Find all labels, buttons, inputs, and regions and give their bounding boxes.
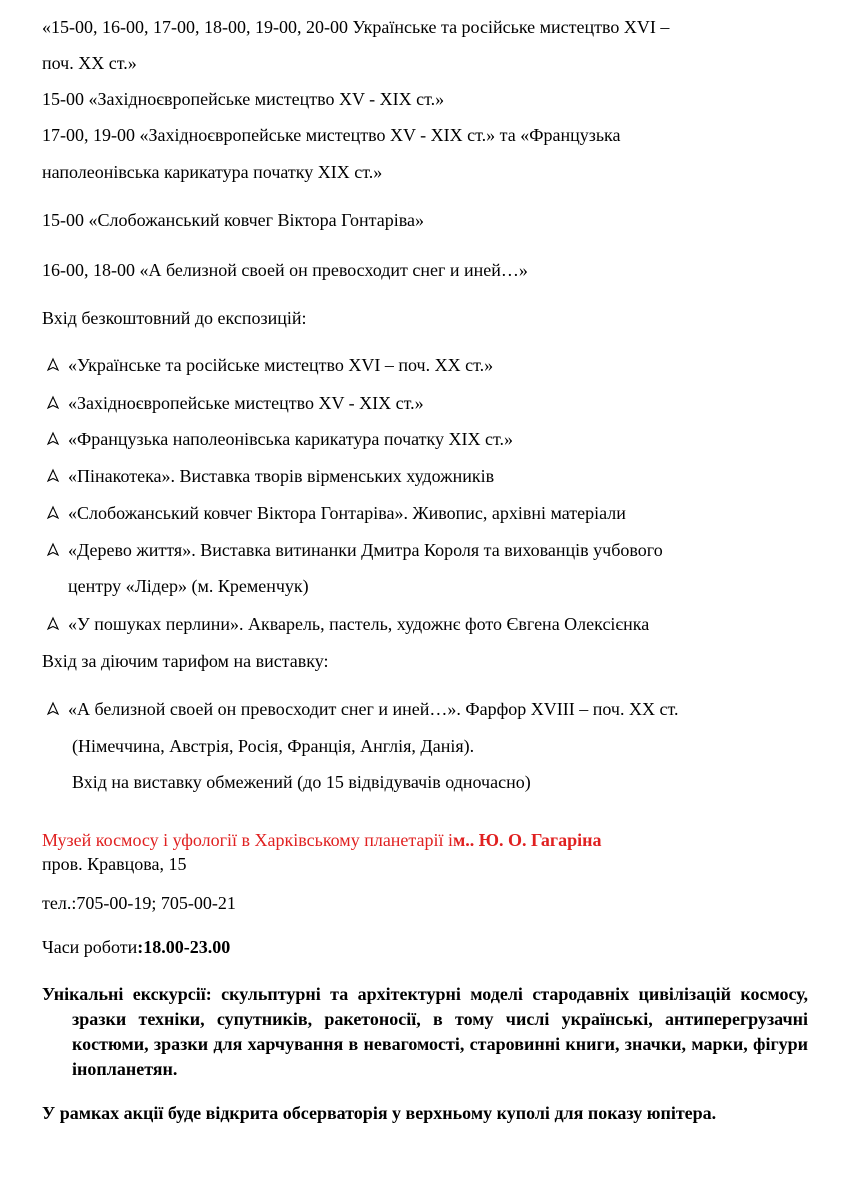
list-item-continuation: (Німеччина, Австрія, Росія, Франція, Англія, Данія). [72,736,475,756]
plane-bullet-icon [46,614,60,634]
list-item: «Західноєвропейське мистецтво XV - XIX ст.» [68,393,424,413]
museum-phone: тел.:705-00-19; 705-00-21 [42,893,236,913]
hours-value: :18.00-23.00 [137,937,231,957]
list-item: «Українське та російське мистецтво XVI – поч. XX ст.» [68,355,494,375]
schedule-line: 15-00 «Слобожанський ковчег Віктора Гонтаріва» [42,210,424,230]
plane-bullet-icon [46,355,60,375]
free-entry-heading: Вхід безкоштовний до експозицій: [42,308,307,328]
hours-label: Часи роботи [42,937,138,957]
museum-title [42,830,601,850]
list-item: «Дерево життя». Виставка витинанки Дмитра Короля та вихованців учбового [68,540,663,560]
plane-bullet-icon [46,466,60,486]
museum-title-bold: м.. Ю. О. Гагаріна [453,830,602,850]
schedule-line: 16-00, 18-00 «А белизной своей он превосходит снег и иней…» [42,260,528,280]
list-item: «Пінакотека». Виставка творів вірменських художників [68,466,495,486]
schedule-line: наполеонівська карикатура початку XIX ст.» [42,162,383,182]
plane-bullet-icon [46,503,60,523]
list-item-continuation: центру «Лідер» (м. Кременчук) [68,576,309,596]
museum-title-regular: Музей космосу і уфології в Харківському планетарії і [42,830,454,850]
plane-bullet-icon [46,429,60,449]
paid-entry-heading: Вхід за діючим тарифом на виставку: [42,651,329,671]
list-item: «Слобожанський ковчег Віктора Гонтаріва». Живопис, архівні матеріали [68,503,626,523]
schedule-line: «15-00, 16-00, 17-00, 18-00, 19-00, 20-00 Українське та російське мистецтво XVI – [42,17,670,37]
observatory-paragraph: У рамках акції буде відкрита обсерваторія у верхньому куполі для показу юпітера. [42,1103,717,1123]
schedule-line: 17-00, 19-00 «Західноєвропейське мистецтво XV - XIX ст.» та «Французька [42,125,621,145]
list-item: «А белизной своей он превосходит снег и иней…». Фарфор XVIII – поч. XX ст. [68,699,679,719]
museum-hours [42,937,230,957]
list-item-continuation: Вхід на виставку обмежений (до 15 відвідувачів одночасно) [72,772,531,792]
schedule-line: 15-00 «Західноєвропейське мистецтво XV - XIX ст.» [42,89,445,109]
list-item: «У пошуках перлини». Акварель, пастель, художнє фото Євгена Олексієнка [68,614,650,634]
list-item: «Французька наполеонівська карикатура початку XIX ст.» [68,429,513,449]
plane-bullet-icon [46,393,60,413]
museum-address: пров. Кравцова, 15 [42,854,187,874]
plane-bullet-icon [46,540,60,560]
plane-bullet-icon [46,699,60,719]
excursions-paragraph: Унікальні екскурсії: скульптурні та архітектурні моделі стародавніх цивілізацій космосу, зразки техніки, супутників, ракетоносії, в тому числі українські, антиперегрузачні костюми, зразки для харчування в невагомості, старовинні книги, значки, марки, фігури інопланетян. [42,984,808,1079]
schedule-line: поч. XX ст.» [42,53,137,73]
